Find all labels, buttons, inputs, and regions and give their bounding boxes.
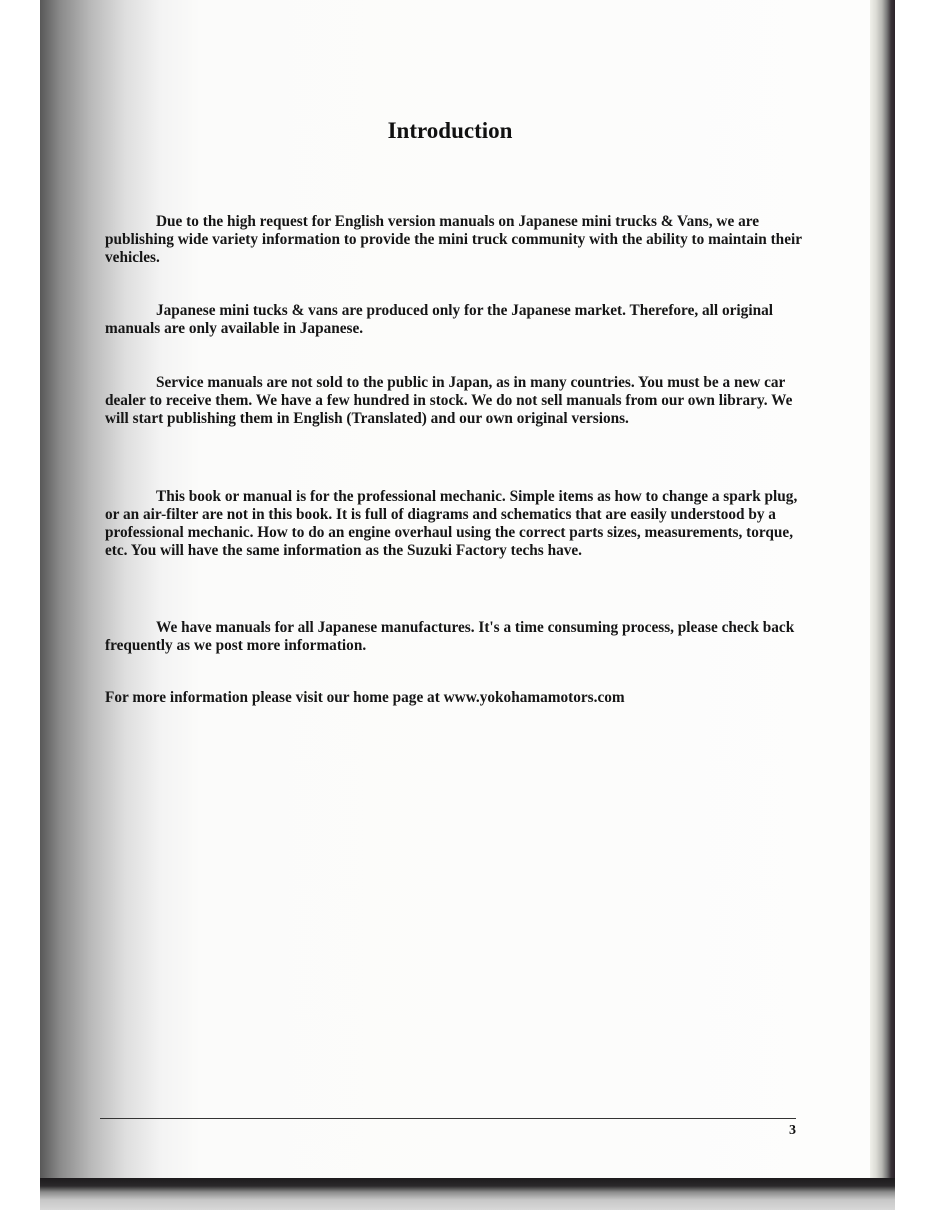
paragraph-professional-mechanic [105, 488, 805, 560]
paragraph-text: This book or manual is for the professional mechanic. Simple items as how to change a spark plug, or an air-filter are not in this book. It is full of diagrams and schematics that are easily understood by a professional mechanic. How to do an engine overhaul using the correct parts sizes, measurements, torque, etc. You will have the same information as the Suzuki Factory techs have. [105, 488, 798, 559]
paragraph-text: Due to the high request for English version manuals on Japanese mini trucks & Vans, we are publishing wide variety information to provide the mini truck community with the ability to maintain their vehicles. [105, 213, 802, 266]
paragraph-text: Service manuals are not sold to the public in Japan, as in many countries. You must be a new car dealer to receive them. We have a few hundred in stock. We do not sell manuals from our own library. We will start publishing them in English (Translated) and our own original versions. [105, 374, 793, 427]
paragraph-manufacturers [105, 619, 805, 655]
page-surface [40, 0, 870, 1178]
footer-divider [100, 1118, 796, 1119]
page-number: 3 [789, 1123, 796, 1138]
paragraph-service-manuals [105, 374, 805, 428]
page-title: Introduction [387, 118, 513, 143]
paragraph-text: For more information please visit our home page at www.yokohamamotors.com [105, 689, 625, 706]
paragraph-more-info [105, 689, 805, 707]
page-right-edge-shadow [870, 0, 895, 1210]
paragraph-text: Japanese mini tucks & vans are produced only for the Japanese market. Therefore, all original manuals are only available in Japanese. [105, 302, 773, 337]
scanned-page [40, 0, 895, 1210]
paragraph-text: We have manuals for all Japanese manufactures. It's a time consuming process, please check back frequently as we post more information. [105, 619, 795, 654]
page-bottom-edge-shadow [40, 1178, 895, 1210]
paragraph-japanese-market [105, 302, 805, 338]
paragraph-intro [105, 213, 805, 267]
